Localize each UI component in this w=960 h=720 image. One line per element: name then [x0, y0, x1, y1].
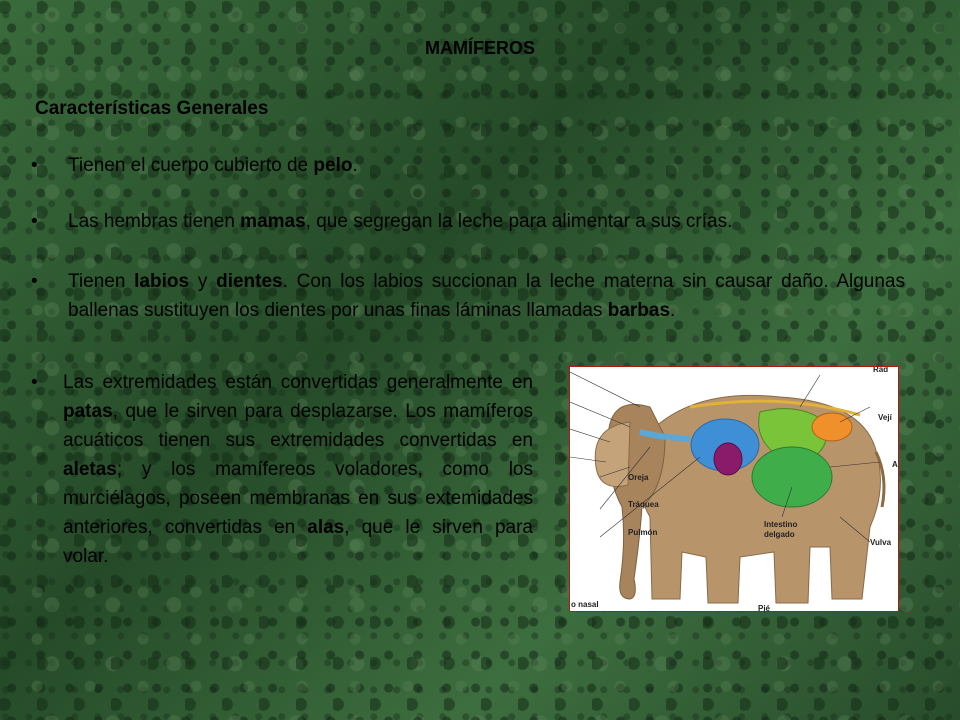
label-a: A — [892, 460, 898, 469]
bullet-item-labios — [31, 267, 905, 325]
bullet-item-pelo — [31, 151, 905, 180]
section-subtitle: Características Generales — [35, 98, 269, 119]
bullet-text: Tienen el cuerpo cubierto de pelo. — [68, 155, 358, 176]
label-vejiga: Vejí — [878, 413, 892, 422]
label-intestino-line1: Intestino — [764, 520, 798, 529]
label-pulmon: Pulmón — [628, 528, 658, 537]
heart-shape — [714, 443, 742, 475]
bullet-marker: • — [31, 271, 38, 292]
bullet-text: Las hembras tienen mamas, que segregan la leche para alimentar a sus crías. — [68, 211, 733, 232]
intestine-shape — [752, 447, 832, 507]
label-oreja: Oreja — [628, 473, 649, 482]
label-bottom: Pié — [758, 604, 771, 611]
elephant-anatomy-illustration — [570, 367, 898, 611]
page-title: MAMÍFEROS — [425, 38, 535, 58]
label-top-right: Rad — [873, 367, 889, 374]
bullet-item-mamas — [31, 207, 905, 236]
bullet-item-extremidades — [31, 368, 533, 571]
bullet-marker: • — [31, 372, 38, 393]
elephant-anatomy-figure — [569, 366, 899, 612]
bullet-marker: • — [31, 155, 38, 176]
bullet-marker: • — [31, 211, 38, 232]
bullet-text: Tienen labios y dientes. Con los labios succionan la leche materna sin causar daño. Algunas ballenas sustituyen los dientes por unas finas láminas llamadas barbas. — [68, 271, 906, 321]
label-intestino-line2: delgado — [764, 530, 795, 539]
liver-shape — [812, 413, 852, 441]
label-nasal: o nasal — [571, 600, 599, 609]
label-vulva: Vulva — [870, 538, 892, 547]
bullet-text: Las extremidades están convertidas generalmente en patas, que le sirven para desplazarse. Los mamíferos acuáticos tienen sus extremidades convertidas en aletas; y los mamífereos voladores, como los murciélagos, poseen membranas en sus extemidades anteriores, convertidas en alas, que le sirven para volar. — [63, 372, 533, 567]
label-traquea: Tráquea — [628, 500, 659, 509]
